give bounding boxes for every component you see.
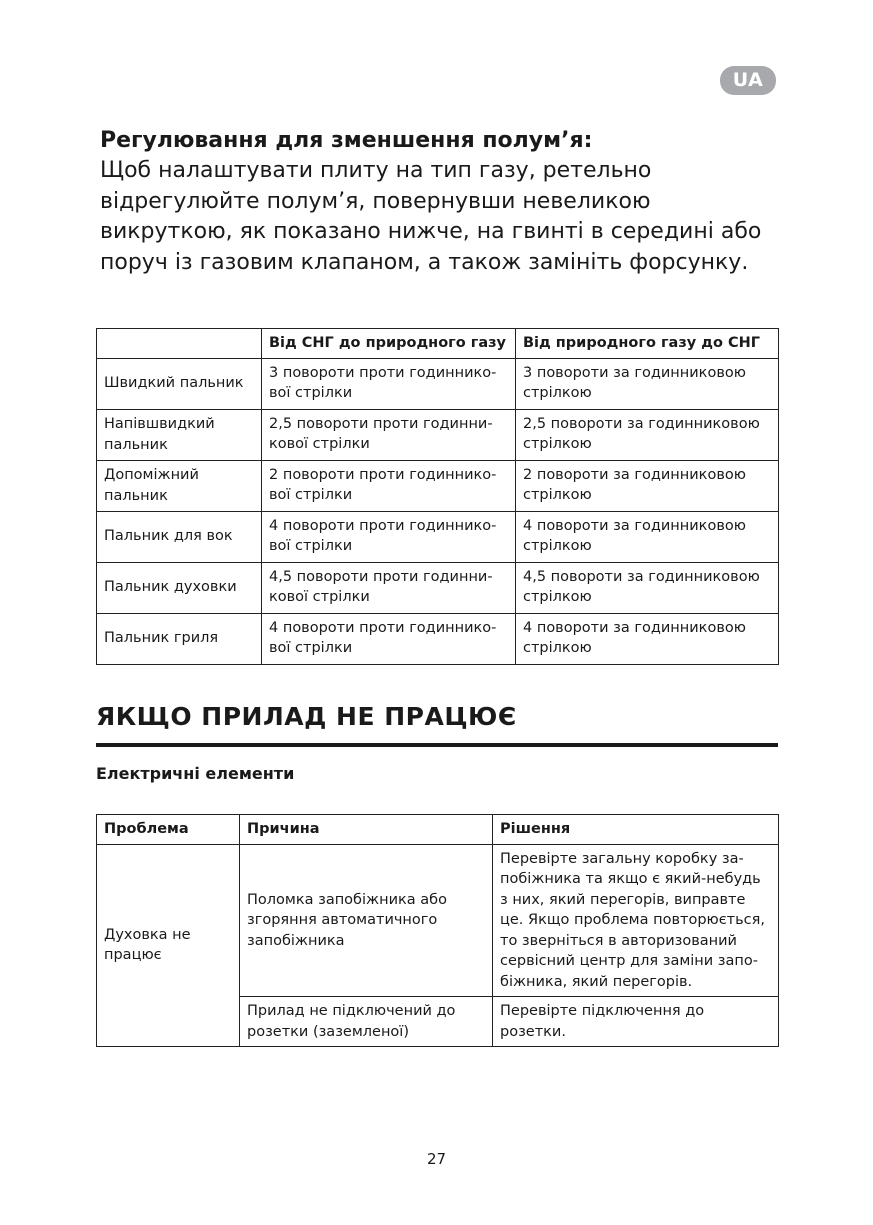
burner-name-cell bbox=[97, 460, 262, 511]
cell-line: згоряння автоматичного bbox=[247, 912, 438, 928]
cause-cell bbox=[240, 844, 493, 997]
cell-line: 2 повороти проти годиннико- bbox=[269, 466, 497, 483]
header-cell-natural-to-lpg: Від природного газу до СНГ bbox=[516, 329, 779, 359]
cell-line: сервісний центр для заміни запо- bbox=[500, 953, 758, 969]
intro-line: викруткою, як показано нижче, на гвинті в середині або bbox=[100, 219, 762, 244]
table-row bbox=[97, 511, 779, 562]
cell-line: Перевірте загальну коробку за- bbox=[500, 850, 744, 867]
natural-to-lpg-cell bbox=[516, 358, 779, 409]
table-row bbox=[97, 409, 779, 460]
table-row bbox=[97, 613, 779, 664]
cell-line: стрілкою bbox=[523, 385, 592, 401]
lpg-to-natural-cell bbox=[262, 562, 516, 613]
cell-line: стрілкою bbox=[523, 487, 592, 503]
intro-line: Щоб налаштувати плиту на тип газу, ретельно bbox=[100, 158, 652, 183]
section-divider bbox=[96, 743, 778, 747]
table-header-row bbox=[97, 815, 779, 845]
cell-line: стрілкою bbox=[523, 436, 592, 452]
solution-cell bbox=[493, 997, 779, 1047]
table-row bbox=[97, 460, 779, 511]
burner-adjustment-table bbox=[96, 328, 779, 665]
natural-to-lpg-cell bbox=[516, 511, 779, 562]
cell-line: стрілкою bbox=[523, 589, 592, 605]
cell-line: побіжника та якщо є який-небудь bbox=[500, 871, 761, 887]
cell-line: запобіжника bbox=[247, 932, 345, 949]
burner-name-cell bbox=[97, 409, 262, 460]
cell-line: Прилад не підключений до bbox=[247, 1003, 456, 1019]
cell-line: стрілкою bbox=[523, 538, 592, 554]
cell-line: Духовка не bbox=[104, 926, 191, 943]
table-row bbox=[97, 358, 779, 409]
cell-line: 3 повороти проти годиннико- bbox=[269, 364, 497, 381]
cell-line: 4 повороти за годинниковою bbox=[523, 517, 746, 534]
cell-line: вої стрілки bbox=[269, 538, 353, 554]
cell-line: Поломка запобіжника або bbox=[247, 891, 447, 908]
troubleshooting-table bbox=[96, 814, 779, 1047]
cell-line: 4 повороти за годинниковою bbox=[523, 619, 746, 636]
header-cell-cause: Причина bbox=[240, 815, 493, 845]
intro-line: відрегулюйте полум’я, повернувши невеликою bbox=[100, 188, 651, 214]
cause-cell bbox=[240, 997, 493, 1047]
natural-to-lpg-cell bbox=[516, 562, 779, 613]
cell-line: 4,5 повороти за годинниковою bbox=[523, 568, 760, 585]
cell-line: це. Якщо проблема повторюється, bbox=[500, 912, 765, 928]
cell-line: Пальник гриля bbox=[104, 630, 219, 647]
cell-line: з них, який перегорів, виправте bbox=[500, 891, 746, 908]
language-badge: UA bbox=[720, 66, 776, 95]
cell-line: 4 повороти проти годиннико- bbox=[269, 517, 497, 534]
page-number: 27 bbox=[426, 1150, 447, 1168]
cell-line: Пальник духовки bbox=[104, 579, 237, 596]
cell-line: кової стрілки bbox=[269, 589, 370, 605]
table-row bbox=[97, 562, 779, 613]
cell-line: розетки (заземленої) bbox=[247, 1023, 409, 1040]
natural-to-lpg-cell bbox=[516, 409, 779, 460]
cell-line: 4,5 повороти проти годинни- bbox=[269, 568, 493, 585]
intro-line: поруч із газовим клапаном, а також замініть форсунку. bbox=[100, 249, 749, 275]
intro-section bbox=[100, 126, 790, 278]
lpg-to-natural-cell bbox=[262, 358, 516, 409]
header-cell-lpg-to-natural: Від СНГ до природного газу bbox=[262, 329, 516, 359]
cell-line: вої стрілки bbox=[269, 640, 353, 656]
cell-line: кової стрілки bbox=[269, 436, 370, 452]
burner-name-cell bbox=[97, 511, 262, 562]
section-title: ЯКЩО ПРИЛАД НЕ ПРАЦЮЄ bbox=[96, 702, 517, 731]
header-cell-empty bbox=[97, 329, 262, 359]
cell-line: 2,5 повороти проти годинни- bbox=[269, 415, 493, 432]
section-subtitle: Електричні елементи bbox=[96, 764, 295, 783]
natural-to-lpg-cell bbox=[516, 613, 779, 664]
burner-name-cell bbox=[97, 562, 262, 613]
header-cell-problem: Проблема bbox=[97, 815, 240, 845]
problem-cell bbox=[97, 844, 240, 1047]
cell-line: стрілкою bbox=[523, 640, 592, 656]
lpg-to-natural-cell bbox=[262, 460, 516, 511]
table-header-row bbox=[97, 329, 779, 359]
burner-name-cell bbox=[97, 358, 262, 409]
cell-line: вої стрілки bbox=[269, 487, 353, 503]
header-cell-solution: Рішення bbox=[493, 815, 779, 845]
cell-line: то зверніться в авторизований bbox=[500, 932, 737, 949]
natural-to-lpg-cell bbox=[516, 460, 779, 511]
lpg-to-natural-cell bbox=[262, 409, 516, 460]
cell-line: пальник bbox=[104, 487, 168, 504]
table-row bbox=[97, 844, 779, 997]
cell-line: вої стрілки bbox=[269, 385, 353, 401]
cell-line: 2 повороти за годинниковою bbox=[523, 466, 746, 483]
cell-line: 2,5 повороти за годинниковою bbox=[523, 415, 760, 432]
intro-heading: Регулювання для зменшення полум’я: bbox=[100, 128, 593, 153]
cell-line: 4 повороти проти годиннико- bbox=[269, 619, 497, 636]
cell-line: 3 повороти за годинниковою bbox=[523, 364, 746, 381]
cell-line: пальник bbox=[104, 436, 168, 453]
lpg-to-natural-cell bbox=[262, 511, 516, 562]
cell-line: біжника, який перегорів. bbox=[500, 973, 693, 990]
cell-line: Напівшвидкий bbox=[104, 416, 215, 432]
solution-cell bbox=[493, 844, 779, 997]
cell-line: Перевірте підключення до bbox=[500, 1003, 705, 1019]
cell-line: Пальник для вок bbox=[104, 528, 233, 545]
cell-line: Допоміжний bbox=[104, 467, 199, 483]
burner-name-cell bbox=[97, 613, 262, 664]
lpg-to-natural-cell bbox=[262, 613, 516, 664]
cell-line: Швидкий пальник bbox=[104, 375, 244, 392]
cell-line: розетки. bbox=[500, 1023, 566, 1040]
cell-line: працює bbox=[104, 947, 162, 964]
